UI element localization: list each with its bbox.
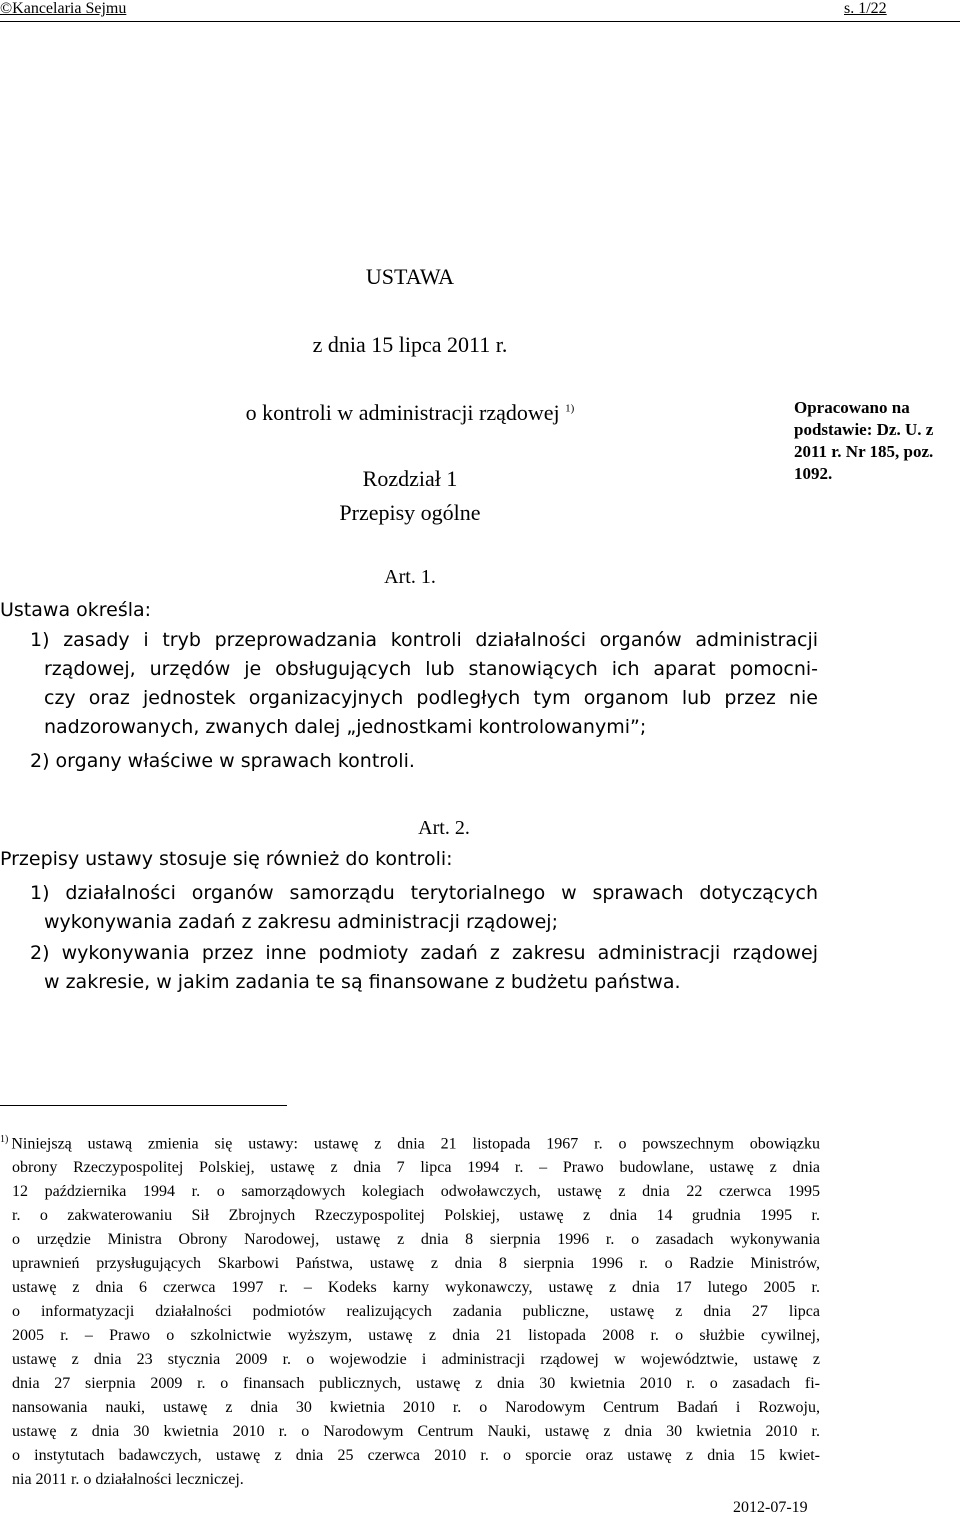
- footnote-line: 2005 r. – Prawo o szkolnictwie wyższym, ustawę z dnia 21 listopada 2008 r. o służbie cywilnej,: [12, 1327, 820, 1345]
- point-line: rządowej, urzędów je obsługujących lub stanowiących ich aparat pomocni-: [44, 658, 818, 680]
- footnote-line: ustawę z dnia 23 stycznia 2009 r. o wojewodzie i administracji rządowej w województwie, ustawę z: [12, 1351, 820, 1369]
- footnote-line: dnia 27 sierpnia 2009 r. o finansach publicznych, ustawę z dnia 30 kwietnia 2010 r. o zasadach fi-: [12, 1375, 820, 1393]
- footnote-reference[interactable]: 1): [565, 402, 575, 415]
- publication-date: 2012-07-19: [733, 1499, 808, 1516]
- footnote-line: [0, 1128, 820, 1156]
- footnote-line: o instytutach badawczych, ustawę z dnia 25 czerwca 2010 r. o sporcie oraz ustawę z dnia 15 kwiet-: [12, 1447, 820, 1465]
- point-line: nadzorowanych, zwanych dalej „jednostkami kontrolowanymi”;: [44, 716, 647, 738]
- point-line: wykonywania zadań z zakresu administracji rządowej;: [44, 911, 558, 933]
- article-2-heading: Art. 2.: [418, 817, 470, 839]
- footnote-line: uprawnień przysługujących Skarbowi Państwa, ustawę z dnia 8 sierpnia 1996 r. o Radzie Ministrów,: [12, 1255, 820, 1273]
- article-2-point-1: [30, 879, 818, 937]
- article-2-intro: Przepisy ustawy stosuje się również do kontroli:: [0, 848, 453, 870]
- article-1-point-1: [30, 626, 818, 742]
- footnote-line-text: Niniejszą ustawą zmienia się ustawy: ustawę z dnia 21 listopada 1967 r. o powszechnym obowiązku: [11, 1135, 820, 1153]
- chapter-number: Rozdział 1: [362, 466, 458, 491]
- article-2-point-2: [30, 939, 818, 997]
- article-1-intro: Ustawa określa:: [0, 599, 152, 621]
- footnote-line: 12 października 1994 r. o samorządowych kolegiach odwoławczych, ustawę z dnia 22 czerwca 1995: [12, 1183, 820, 1201]
- point-line: czy oraz jednostek organizacyjnych podległych tym organom lub przez nie: [44, 687, 818, 709]
- footnote-line: ustawę z dnia 6 czerwca 1997 r. – Kodeks karny wykonawczy, ustawę z dnia 17 lutego 2005 r.: [12, 1279, 820, 1297]
- chapter-title: Przepisy ogólne: [339, 500, 481, 525]
- footnote-line: o urzędzie Ministra Obrony Narodowej, ustawę z dnia 8 sierpnia 1996 r. o zasadach wykonywania: [12, 1231, 820, 1249]
- point-line: 1) działalności organów samorządu terytorialnego w sprawach dotyczących: [30, 882, 818, 904]
- footnote-marker: 1): [0, 1134, 9, 1145]
- footnote-line: ustawę z dnia 30 kwietnia 2010 r. o Narodowym Centrum Nauki, ustawę z dnia 30 kwietnia 2010 r.: [12, 1423, 820, 1441]
- source-note-line: 1092.: [794, 464, 833, 483]
- header-divider: [0, 21, 960, 22]
- footnote-line: o informatyzacji działalności podmiotów realizujących zadania publiczne, ustawę z dnia 27 lipca: [12, 1303, 820, 1321]
- footnote-line: obrony Rzeczypospolitej Polskiej, ustawę z dnia 7 lipca 1994 r. – Prawo budowlane, ustawę z dnia: [12, 1159, 820, 1177]
- source-note-line: 2011 r. Nr 185, poz.: [794, 442, 934, 461]
- footnote-line: nansowania nauki, ustawę z dnia 30 kwietnia 2010 r. o Narodowym Centrum Badań i Rozwoju,: [12, 1399, 820, 1417]
- source-note-line: podstawie: Dz. U. z: [794, 420, 934, 439]
- point-line: 2) organy właściwe w sprawach kontroli.: [30, 750, 415, 772]
- footnote-line: nia 2011 r. o działalności leczniczej.: [12, 1471, 244, 1489]
- article-1-point-2: [30, 747, 804, 776]
- document-subject-text: o kontroli w administracji rządowej: [245, 400, 560, 425]
- footnote-separator: [0, 1105, 287, 1106]
- footnote: [0, 1128, 820, 1492]
- footnote-line: r. o zakwaterowaniu Sił Zbrojnych Rzeczypospolitej Polskiej, ustawę z dnia 14 grudnia 1995 r.: [12, 1207, 820, 1225]
- source-note: [794, 397, 960, 485]
- document-date: z dnia 15 lipca 2011 r.: [312, 332, 508, 357]
- document-subject: [0, 400, 820, 426]
- point-line: 2) wykonywania przez inne podmioty zadań z zakresu administracji rządowej: [30, 942, 818, 964]
- point-line: 1) zasady i tryb przeprowadzania kontroli działalności organów administracji: [30, 629, 818, 651]
- point-line: w zakresie, w jakim zadania te są finansowane z budżetu państwa.: [44, 971, 681, 993]
- header-page-number: s. 1/22: [844, 0, 887, 17]
- article-1-heading: Art. 1.: [384, 566, 436, 588]
- document-type: USTAWA: [365, 264, 455, 289]
- header-source: ©Kancelaria Sejmu: [0, 0, 127, 17]
- source-note-line: Opracowano na: [794, 398, 910, 417]
